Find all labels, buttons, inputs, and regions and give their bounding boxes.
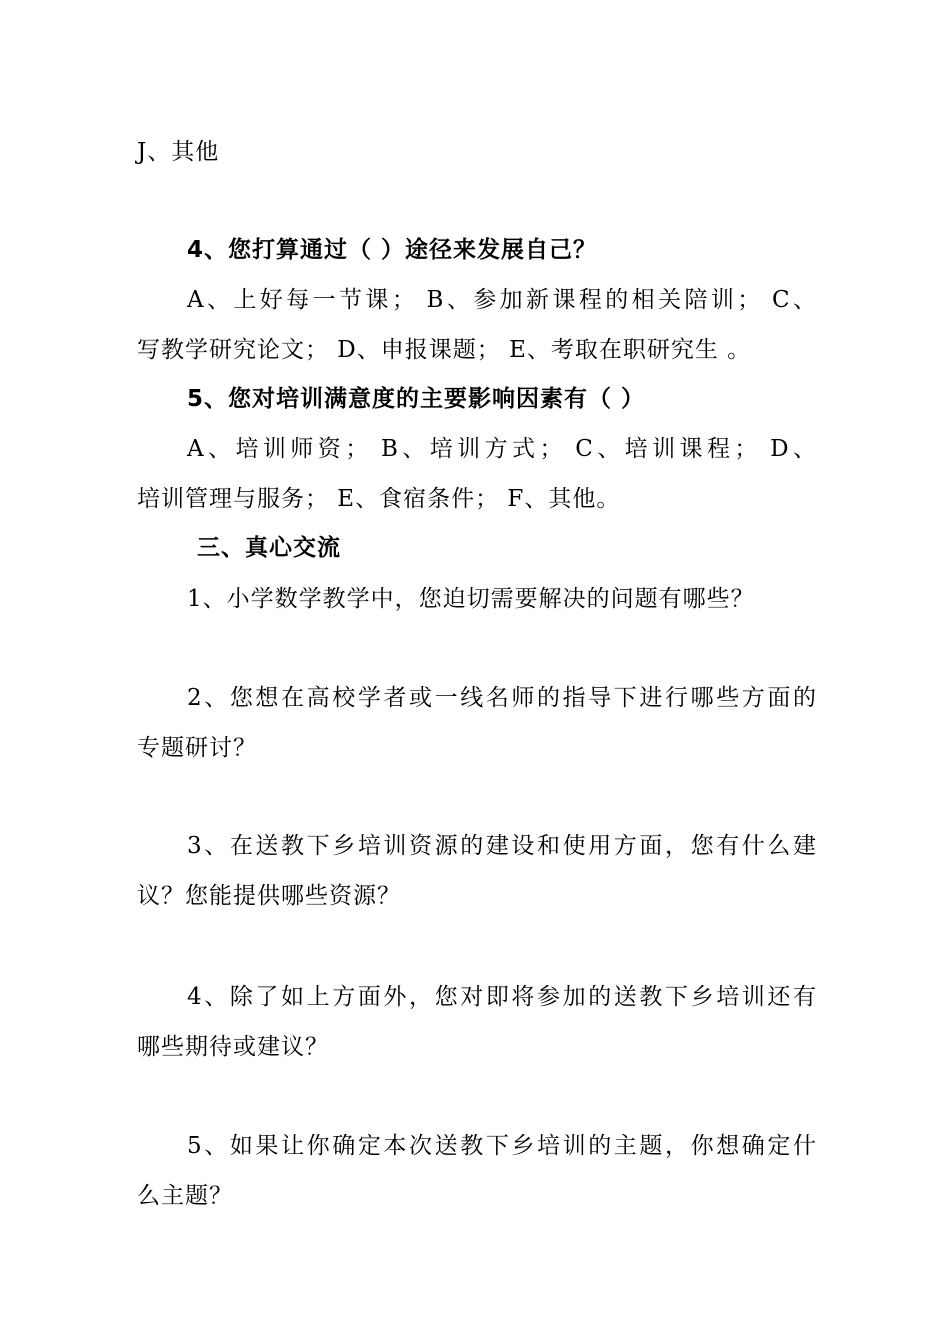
question-5-options-line-1: A、培训师资； B、培训方式； C、培训课程； D、 — [187, 436, 817, 462]
question-5-options-line-2: 培训管理与服务； E、食宿条件； F、其他。 — [137, 486, 621, 512]
open-question-3-line-2: 议？您能提供哪些资源？ — [137, 883, 401, 909]
open-question-2-line-1: 2、您想在高校学者或一线名师的指导下进行哪些方面的 — [187, 685, 817, 711]
section-3-title: 三、真心交流 — [197, 535, 341, 561]
question-5-title: 5、您对培训满意度的主要影响因素有（ ） — [187, 386, 646, 412]
question-4-options-line-1: A、上好每一节课； B、参加新课程的相关陪训； C、 — [187, 287, 817, 313]
open-question-5-line-2: 么主题？ — [137, 1183, 233, 1209]
open-question-5-line-1: 5、如果让你确定本次送教下乡培训的主题，你想确定什 — [187, 1133, 817, 1159]
open-question-4-line-1: 4、除了如上方面外，您对即将参加的送教下乡培训还有 — [187, 984, 817, 1010]
question-4-title: 4、您打算通过（ ）途径来发展自己？ — [187, 237, 598, 263]
open-question-1: 1、小学数学教学中，您迫切需要解决的问题有哪些？ — [187, 586, 755, 612]
open-question-2-line-2: 专题研讨？ — [137, 735, 257, 761]
option-j-other: J、其他 — [137, 139, 220, 165]
open-question-3-line-1: 3、在送教下乡培训资源的建设和使用方面，您有什么建 — [187, 833, 817, 859]
open-question-4-line-2: 哪些期待或建议？ — [137, 1034, 329, 1060]
question-4-options-line-2: 写教学研究论文； D、申报课题； E、考取在职研究生 。 — [137, 337, 752, 363]
